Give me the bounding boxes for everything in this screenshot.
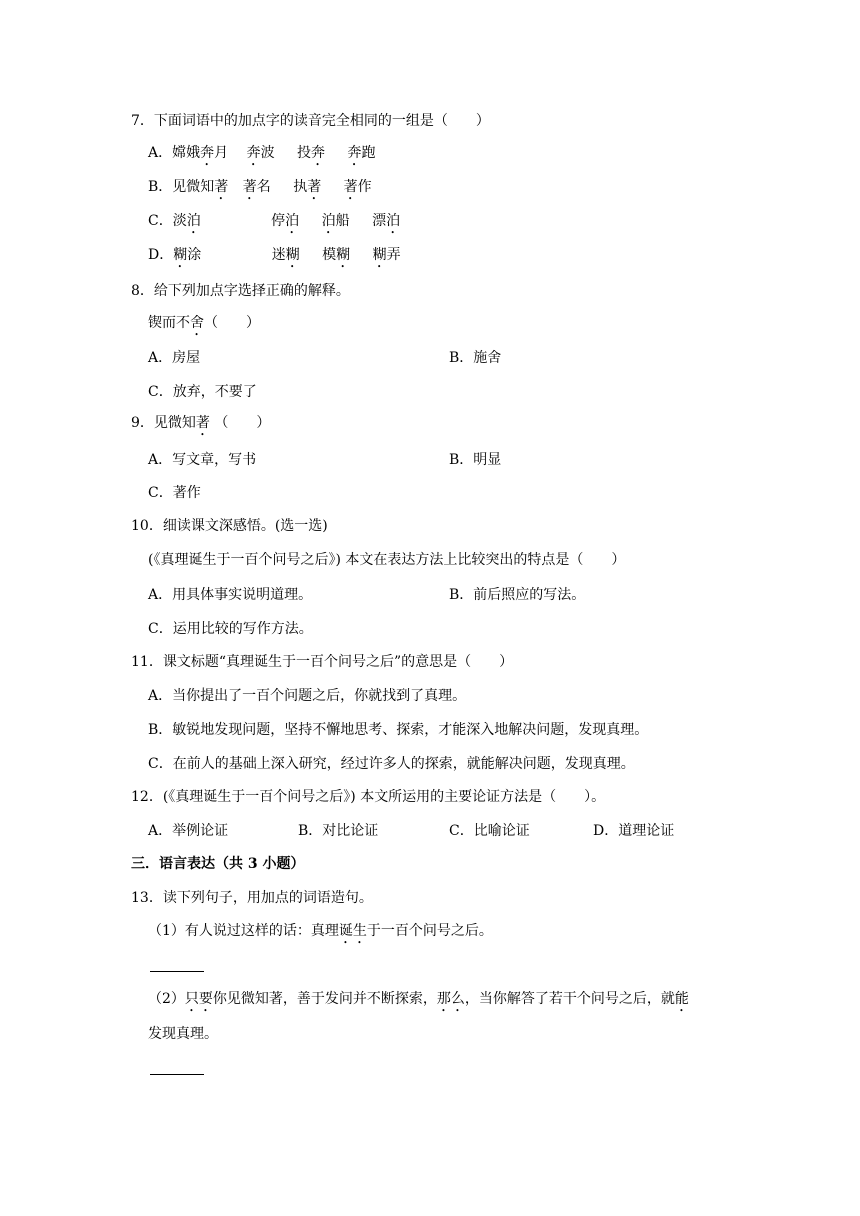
q12-option-a: A．举例论证 [148,823,229,839]
q9-stem: 9．见微知著 （ ） [131,415,271,431]
q11-option-a: A．当你提出了一百个问题之后，你就找到了真理。 [148,688,467,704]
q10-stem: 10．细读课文深感悟。(选一选) [131,518,328,534]
q9-option-b: B．明显 [449,452,502,468]
answer-blank-2[interactable] [150,1074,204,1075]
q13-sentence-2-cont: 发现真理。 [148,1026,218,1042]
q9-option-a: A．写文章，写书 [148,452,257,468]
answer-blank-1[interactable] [150,971,204,972]
q11-option-c: C．在前人的基础上深入研究，经过许多人的探索，就能解决问题，发现真理。 [148,756,635,772]
q13-sentence-2: （2）只要你见微知著，善于发问并不断探索，那么，当你解答了若干个问号之后，就能 [148,991,689,1007]
q12-option-d: D．道理论证 [593,823,675,839]
q7-stem: 7．下面词语中的加点字的读音完全相同的一组是（ ） [131,113,490,129]
q12-option-b: B．对比论证 [298,823,379,839]
q13-stem: 13．读下列句子，用加点的词语造句。 [131,890,373,906]
q10-option-c: C．运用比较的写作方法。 [148,621,313,637]
q10-sub: (《真理诞生于一百个问号之后》) 本文在表达方法上比较突出的特点是（ ） [148,552,626,568]
q8-word: 锲而不舍（ ） [148,315,260,331]
q8-option-b: B．施舍 [449,350,502,366]
q11-option-b: B．敏锐地发现问题，坚持不懈地思考、探索，才能深入地解决问题，发现真理。 [148,722,649,738]
q11-stem: 11．课文标题“真理诞生于一百个问号之后”的意思是（ ） [131,654,514,670]
q7-option-a: A．嫦娥奔月 奔波 投奔 奔跑 [148,145,376,161]
q7-option-d: D．糊涂 迷糊 模糊 糊弄 [148,247,401,263]
q7-option-b: B．见微知著 著名 执著 著作 [148,179,372,195]
q8-option-c: C．放弃，不要了 [148,384,257,400]
q9-option-c: C．著作 [148,485,201,501]
q10-option-a: A．用具体事实说明道理。 [148,587,313,603]
q10-option-b: B．前后照应的写法。 [449,587,586,603]
q7-option-c: C．淡泊 停泊 泊船 漂泊 [148,213,401,229]
q8-option-a: A．房屋 [148,350,201,366]
q8-stem: 8．给下列加点字选择正确的解释。 [131,283,350,299]
q12-stem: 12．(《真理诞生于一百个问号之后》) 本文所运用的主要论证方法是（ ）。 [131,789,606,805]
q13-sentence-1: （1）有人说过这样的话：真理诞生于一百个问号之后。 [148,923,493,939]
section-title: 三．语言表达（共 3 小题） [131,856,305,872]
q12-option-c: C．比喻论证 [449,823,530,839]
